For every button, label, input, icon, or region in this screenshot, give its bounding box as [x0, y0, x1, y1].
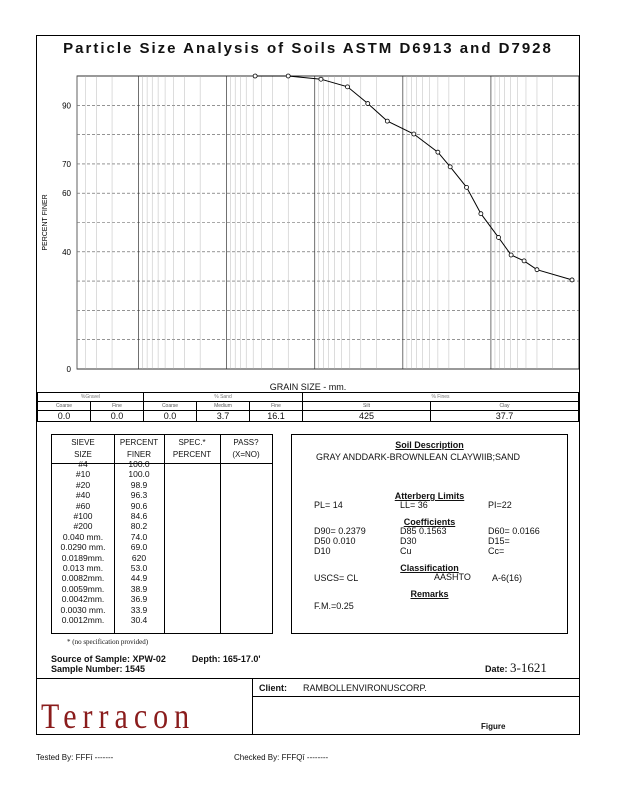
sieve-table-box	[51, 434, 273, 634]
val-fine-sand: 16.1	[250, 411, 303, 422]
hdr-coarse-sand: Coarse	[144, 402, 197, 411]
sieve-size-cell: 0.0082mm.	[61, 573, 105, 584]
data-point	[479, 212, 483, 216]
hdr-pass-top: PASS?	[233, 438, 259, 447]
sieve-size-cell: 0.0189mm.	[61, 552, 105, 563]
classification-heading: Classification	[400, 563, 459, 573]
depth: Depth: 165-17.0'	[191, 654, 261, 664]
liquid-limit: LL= 36	[400, 500, 428, 510]
sieve-size-cell: #20	[75, 479, 91, 490]
plasticity-index: PI=22	[488, 500, 512, 510]
data-point	[448, 165, 452, 169]
sieve-row	[52, 501, 272, 511]
data-point	[522, 259, 526, 263]
hdr-spec-bottom: PERCENT	[172, 450, 212, 459]
data-point	[535, 268, 539, 272]
percent-finer-cell: 38.9	[130, 583, 148, 594]
percent-finer-cell: 90.6	[130, 500, 148, 511]
logo-box	[37, 679, 253, 735]
sample-info	[51, 654, 261, 674]
x-axis-label: GRAIN SIZE - mm.	[269, 382, 347, 392]
sieve-row	[52, 532, 272, 542]
sieve-size-cell: #100	[73, 511, 93, 522]
hdr-medium-sand: Medium	[197, 402, 250, 411]
y-tick-label: 70	[62, 159, 71, 169]
sieve-size-cell: #10	[75, 469, 91, 480]
sieve-size-cell: 0.040 mm.	[62, 531, 104, 542]
data-point	[345, 85, 349, 89]
d60: D60= 0.0166	[488, 526, 540, 536]
sample-number: Sample Number: 1545	[51, 664, 146, 674]
y-tick-label: 0	[66, 365, 71, 374]
coefficients-heading: Coefficients	[403, 517, 456, 527]
sieve-size-cell: #60	[75, 500, 91, 511]
percent-finer-cell: 100.0	[128, 459, 150, 469]
hdr-fine-gravel: Fine	[91, 402, 144, 411]
data-point	[436, 150, 440, 154]
sieve-row	[52, 615, 272, 625]
company-logo: Terracon	[41, 697, 196, 737]
uscs: USCS= CL	[314, 573, 359, 583]
sieve-row	[52, 459, 272, 469]
sieve-row	[52, 605, 272, 615]
source-of-sample: Source of Sample: XPW-02	[51, 654, 166, 664]
d50: D50 0.010	[314, 536, 356, 546]
data-point	[412, 132, 416, 136]
aashto-value: A-6(16)	[492, 573, 523, 583]
data-point	[465, 185, 469, 189]
sieve-row	[52, 584, 272, 594]
data-point	[366, 102, 370, 106]
aashto-label: AASHTO	[434, 572, 471, 582]
d90: D90= 0.2379	[314, 526, 366, 536]
d15: D15=	[488, 536, 510, 546]
data-point	[385, 119, 389, 123]
val-coarse-gravel: 0.0	[38, 411, 91, 422]
hdr-fine-sand: Fine	[250, 402, 303, 411]
hdr-coarse-gravel: Coarse	[38, 402, 91, 411]
percent-finer-cell: 44.9	[130, 573, 148, 584]
soil-description-heading: Soil Description	[395, 440, 464, 450]
sieve-row	[52, 573, 272, 583]
sieve-row	[52, 563, 272, 573]
fineness-modulus: F.M.=0.25	[314, 601, 354, 611]
data-point	[509, 253, 513, 257]
hdr-clay: Clay	[431, 402, 579, 411]
percent-finer-cell: 96.3	[130, 490, 148, 501]
sieve-size-cell: 0.0042mm.	[61, 594, 105, 605]
client-name: RAMBOLLENVIRONUSCORP.	[303, 683, 427, 693]
date-label: Date:	[485, 664, 508, 674]
soil-description-box	[291, 434, 568, 634]
report-sheet	[36, 35, 580, 735]
title-block	[37, 678, 579, 735]
val-medium-sand: 3.7	[197, 411, 250, 422]
report-title: Particle Size Analysis of Soils ASTM D6913 and D7928	[63, 40, 553, 57]
data-point	[497, 235, 501, 239]
checked-by: Checked By: FFFQī --------	[234, 753, 329, 762]
date-block	[485, 660, 547, 676]
hdr-finer-bottom: FINER	[127, 450, 151, 459]
sieve-size-cell: #4	[78, 459, 88, 469]
d10: D10	[314, 546, 331, 556]
sieve-size-cell: 0.013 mm.	[62, 563, 104, 574]
sieve-row	[52, 553, 272, 563]
d85: D85 0.1563	[400, 526, 447, 536]
hdr-spec-top: SPEC.*	[178, 438, 206, 447]
sieve-size-cell: #40	[75, 490, 91, 501]
hdr-sieve-top: SIEVE	[71, 438, 95, 447]
hdr-silt: Silt	[303, 402, 431, 411]
gradation-chart	[37, 36, 579, 381]
data-point	[570, 278, 574, 282]
sieve-row	[52, 511, 272, 521]
data-point	[319, 77, 323, 81]
val-coarse-sand: 0.0	[144, 411, 197, 422]
remarks-heading: Remarks	[410, 589, 449, 599]
d30: D30	[400, 536, 417, 546]
percent-finer-cell: 80.2	[130, 521, 148, 532]
data-point	[286, 74, 290, 78]
cc: Cc=	[488, 546, 505, 556]
percent-finer-cell: 53.0	[130, 563, 148, 574]
sieve-size-cell: #200	[73, 521, 93, 532]
y-tick-label: 60	[62, 189, 71, 199]
val-silt: 425	[303, 411, 431, 422]
group-fines: % Fines	[303, 393, 579, 402]
sieve-size-cell: 0.0012mm.	[61, 615, 105, 626]
percent-finer-cell: 36.9	[130, 594, 148, 605]
y-tick-label: 40	[62, 247, 71, 257]
sieve-row	[52, 490, 272, 500]
hdr-finer-top: PERCENT	[119, 438, 159, 447]
sieve-row	[52, 480, 272, 490]
client-label: Client:	[259, 683, 287, 693]
val-clay: 37.7	[431, 411, 579, 422]
cu: Cu	[400, 546, 412, 556]
percent-finer-cell: 98.9	[130, 479, 148, 490]
sieve-row	[52, 469, 272, 479]
sieve-row	[52, 521, 272, 531]
hdr-pass-bottom: (X=NO)	[232, 450, 260, 459]
group-gravel: %Gravel	[38, 393, 144, 402]
date-value: 3-1621	[510, 660, 547, 675]
sieve-size-cell: 0.0059mm.	[61, 583, 105, 594]
sieve-row	[52, 542, 272, 552]
percent-finer-cell: 74.0	[130, 531, 148, 542]
figure-label: Figure	[481, 722, 506, 731]
percent-finer-cell: 84.6	[130, 511, 148, 522]
fraction-table	[37, 392, 579, 422]
sieve-row	[52, 594, 272, 604]
percent-finer-cell: 30.4	[130, 615, 148, 626]
soil-description: GRAY ANDDARK-BROWNLEAN CLAYWIIB;SAND	[316, 452, 521, 462]
sieve-size-cell: 0.0290 mm.	[60, 542, 106, 553]
percent-finer-cell: 33.9	[130, 604, 148, 615]
plastic-limit: PL= 14	[314, 500, 343, 510]
y-tick-label: 90	[62, 101, 71, 111]
percent-finer-cell: 100.0	[128, 469, 150, 480]
y-axis-label: PERCENT FINER	[42, 194, 49, 251]
group-sand: % Sand	[144, 393, 303, 402]
gradation-curve	[255, 76, 572, 280]
percent-finer-cell: 620	[131, 552, 147, 563]
hdr-sieve-bottom: SIZE	[74, 450, 92, 459]
data-point	[253, 74, 257, 78]
percent-finer-cell: 69.0	[130, 542, 148, 553]
sieve-size-cell: 0.0030 mm.	[60, 604, 106, 615]
val-fine-gravel: 0.0	[91, 411, 144, 422]
spec-note: * (no specification provided)	[67, 638, 149, 646]
tested-by: Tested By: FFFī -------	[36, 753, 114, 762]
atterberg-heading: Atterberg Limits	[394, 491, 465, 501]
